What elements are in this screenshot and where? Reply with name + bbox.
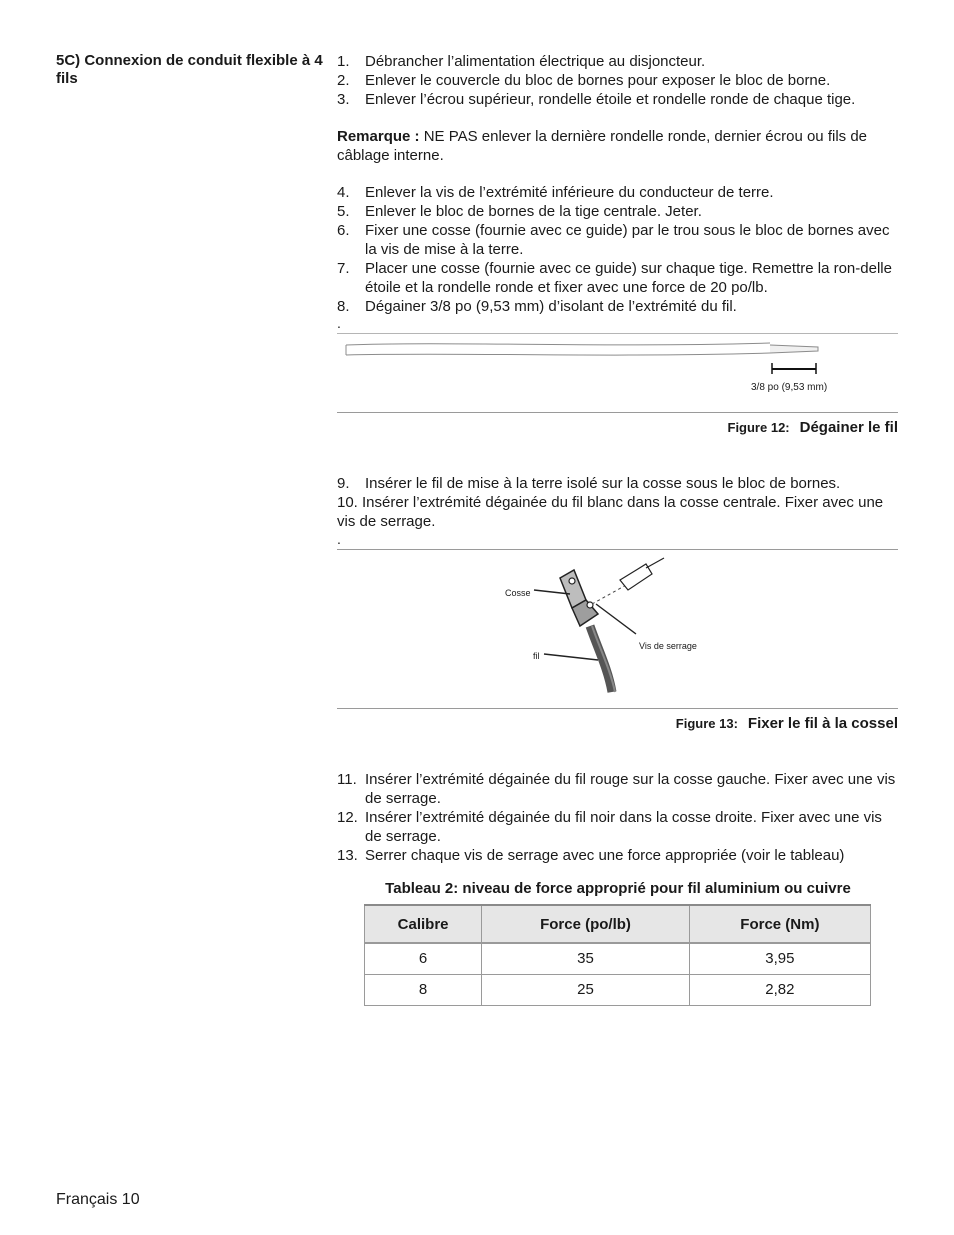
table-cell: 2,82 <box>689 974 870 1005</box>
list-item: 3. Enlever l’écrou supérieur, rondelle étoile et rondelle ronde de chaque tige. <box>337 91 856 108</box>
torque-table <box>364 904 871 1006</box>
table-title: Tableau 2: niveau de force approprié pour fil aluminium ou cuivre <box>385 880 851 897</box>
column-header: Force (Nm) <box>689 905 870 943</box>
lug-wire-illustration <box>520 554 680 699</box>
table-cell: 8 <box>365 974 482 1005</box>
list-item: 4. Enlever la vis de l’extrémité inférieure du conducteur de terre. <box>337 184 774 201</box>
section-title: 5C) Connexion de conduit flexible à 4 fils <box>56 52 323 87</box>
steps-list-a <box>337 52 899 109</box>
list-item: 11. Insérer l’extrémité dégainée du fil rouge sur la cosse gauche. Fixer avec une vis de serrage. <box>337 771 896 807</box>
table-cell: 35 <box>482 943 690 974</box>
figure12-measure-label: 3/8 po (9,53 mm) <box>751 382 828 393</box>
figure12-top-rule <box>337 333 898 334</box>
table-row <box>365 974 871 1005</box>
figure12-bottom-rule <box>337 412 898 413</box>
figure13-bottom-rule <box>337 708 898 709</box>
label-fil: fil <box>533 651 540 661</box>
step-10: 10. Insérer l’extrémité dégainée du fil blanc dans la cosse centrale. Fixer avec une vis de serrage. <box>337 494 884 530</box>
list-item: 2. Enlever le couvercle du bloc de bornes pour exposer le bloc de borne. <box>337 72 831 89</box>
steps-list-b <box>337 183 899 316</box>
figure13-top-rule <box>337 549 898 550</box>
list-item: 8. Dégainer 3/8 po (9,53 mm) d’isolant de l’extrémité du fil. <box>337 298 737 315</box>
list-item: 6. Fixer une cosse (fournie avec ce guide) par le trou sous le bloc de bornes avec la vis de mise à la terre. <box>337 222 890 258</box>
table-header-row <box>365 905 871 943</box>
table-cell: 3,95 <box>689 943 870 974</box>
table-cell: 25 <box>482 974 690 1005</box>
steps-list-c <box>337 474 899 493</box>
page-footer: Français 10 <box>56 1191 140 1208</box>
note: Remarque : NE PAS enlever la dernière rondelle ronde, dernier écrou ou fils de câblage interne. <box>337 128 868 164</box>
separator-dot: . <box>337 315 341 331</box>
label-vis-de-serrage: Vis de serrage <box>639 641 697 651</box>
list-item: 7. Placer une cosse (fournie avec ce guide) sur chaque tige. Remettre la ron-delle étoile et la rondelle ronde et fixer avec une force de 20 po/lb. <box>337 260 892 296</box>
list-item: 5. Enlever le bloc de bornes de la tige centrale. Jeter. <box>337 203 702 220</box>
steps-list-d <box>337 770 899 865</box>
list-item: 12. Insérer l’extrémité dégainée du fil noir dans la cosse droite. Fixer avec une vis de serrage. <box>337 809 882 845</box>
list-item: 13. Serrer chaque vis de serrage avec une force appropriée (voir le tableau) <box>337 847 845 864</box>
figure13-caption: Figure 13: Fixer le fil à la cossel <box>675 715 898 732</box>
list-item: 9. Insérer le fil de mise à la terre isolé sur la cosse sous le bloc de bornes. <box>337 475 841 492</box>
separator-dot-2: . <box>337 531 341 547</box>
list-item: 1. Débrancher l’alimentation électrique au disjoncteur. <box>337 53 706 70</box>
column-header: Force (po/lb) <box>482 905 690 943</box>
figure12-caption: Figure 12: Dégainer le fil <box>727 419 898 436</box>
label-cosse: Cosse <box>505 588 531 598</box>
table-cell: 6 <box>365 943 482 974</box>
table-row <box>365 943 871 974</box>
column-header: Calibre <box>365 905 482 943</box>
